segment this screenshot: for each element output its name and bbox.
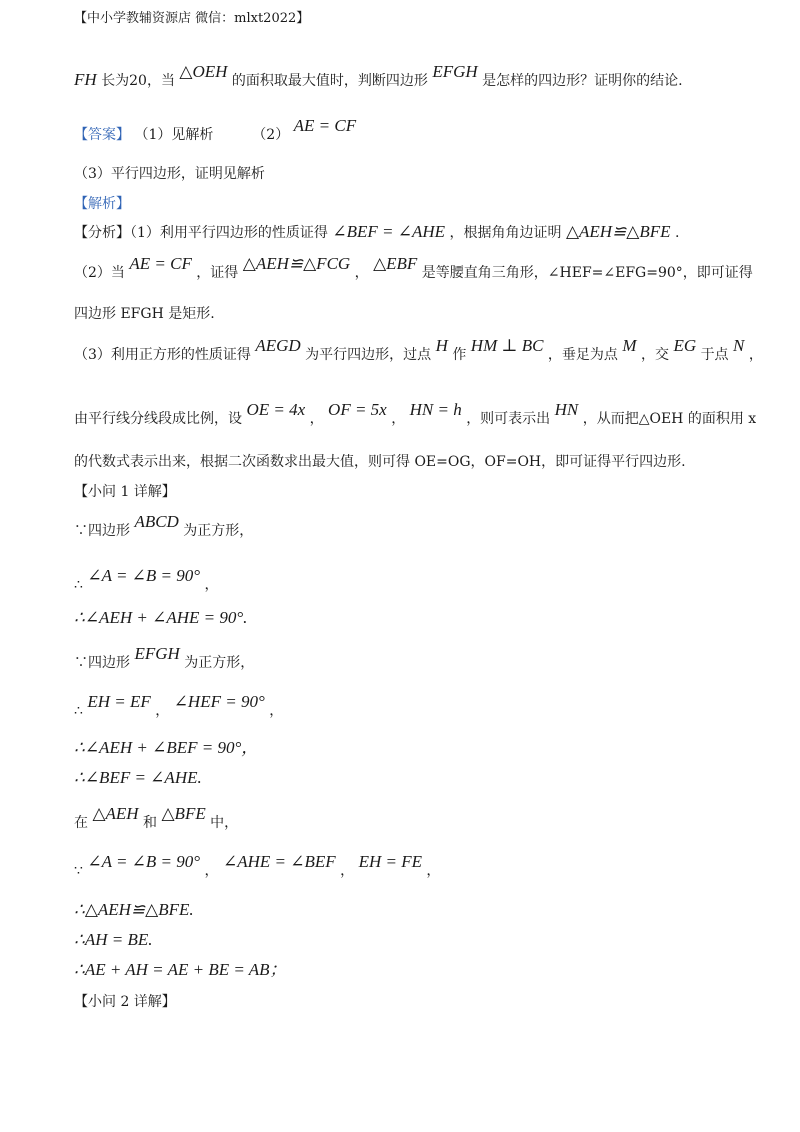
math-eg: EG (673, 336, 697, 355)
text: （3）利用正方形的性质证得 (74, 347, 251, 363)
proof-step (74, 852, 441, 881)
math-oe: OE = 4x (246, 400, 306, 419)
math-m: M (622, 336, 637, 355)
text: ， (269, 703, 284, 719)
math-efgh: EFGH (134, 644, 180, 663)
math-angle-eq: ∠AHE = ∠BEF (222, 852, 336, 871)
math-efgh: EFGH (432, 62, 478, 81)
proof-step: ∴AH = BE. (74, 930, 153, 949)
analysis-line-2 (74, 254, 753, 283)
text: ， (391, 411, 406, 427)
math-angles: ∠A = ∠B = 90° (87, 566, 201, 585)
text: ， (155, 703, 170, 719)
analysis-line-1 (74, 222, 679, 243)
math-triangle-oeh: △OEH (179, 62, 228, 81)
math-triangle-bfe: △BFE (161, 804, 206, 823)
proof-step (74, 512, 254, 541)
analysis-line-5 (74, 400, 757, 429)
text: ， (340, 863, 355, 879)
text: . (674, 225, 680, 241)
text: 由平行线分线段成比例，设 (74, 411, 242, 427)
text: ， (426, 863, 441, 879)
prompt-text: 是怎样的四边形？证明你的结论. (482, 73, 683, 89)
text: ， (309, 411, 324, 427)
math-of: OF = 5x (328, 400, 387, 419)
text: ，交 (640, 347, 669, 363)
question-prompt (74, 62, 683, 91)
proof-step: ∴AE + AH = AE + BE = AB； (74, 960, 287, 979)
text: （2）当 (74, 265, 125, 281)
answer-part3: （3）平行四边形，证明见解析 (74, 166, 265, 182)
math-aegd: AEGD (255, 336, 301, 355)
math-fh: FH (74, 70, 97, 89)
text: ，从而把△OEH 的面积用 x (582, 411, 757, 427)
text: 为平行四边形，过点 (305, 347, 432, 363)
text: ∵四边形 (74, 655, 130, 671)
math-angle-hef: ∠HEF = 90° (173, 692, 265, 711)
text: 在 (74, 815, 88, 831)
analysis-line-6: 的代数式表示出来，根据二次函数求出最大值，则可得 OE=OG，OF=OH，即可证得平行四边形. (74, 454, 686, 470)
therefore-symbol: ∴ (74, 577, 83, 593)
text: 于点 (700, 347, 729, 363)
math-triangle-ebf: △EBF (373, 254, 418, 273)
answer-part1: （1）见解析 (134, 127, 214, 143)
text: ， (204, 577, 219, 593)
text: ， (748, 347, 763, 363)
math-hn: HN (554, 400, 579, 419)
math-triangle-aeh: △AEH (92, 804, 139, 823)
proof-step (74, 566, 219, 595)
proof-step: ∴∠AEH + ∠BEF = 90°， (74, 738, 259, 757)
text: 为正方形， (184, 655, 255, 671)
answer-part2: （2） (252, 127, 290, 143)
proof-step (74, 692, 284, 721)
text: 【分析】（1）利用平行四边形的性质证得 (74, 225, 328, 241)
math-angles: ∠A = ∠B = 90° (87, 852, 201, 871)
therefore-symbol: ∴ (74, 703, 83, 719)
text: ，则可表示出 (466, 411, 551, 427)
prompt-text: 的面积取最大值时，判断四边形 (231, 73, 428, 89)
text: ，垂足为点 (547, 347, 618, 363)
sub2-title: 【小问 2 详解】 (74, 994, 176, 1010)
text: 中， (210, 815, 239, 831)
math-congruence: △AEH≌△BFE (565, 222, 671, 241)
proof-step (74, 644, 255, 673)
math-hn-h: HN = h (409, 400, 462, 419)
because-symbol: ∵ (74, 863, 83, 879)
proof-step: ∴△AEH≌△BFE. (74, 900, 194, 919)
math-angle-eq: ∠BEF = ∠AHE (332, 222, 446, 241)
answer-label: 【答案】 (74, 127, 130, 143)
analysis-line-4 (74, 336, 763, 365)
text: 为正方形， (183, 523, 254, 539)
text: ， (354, 265, 369, 281)
proof-step: ∴∠AEH + ∠AHE = 90°. (74, 608, 248, 627)
proof-step: ∴∠BEF = ∠AHE. (74, 768, 202, 787)
sub1-title: 【小问 1 详解】 (74, 484, 176, 500)
prompt-text: 长为20，当 (101, 73, 175, 89)
math-hm-perp-bc: HM ⊥ BC (470, 336, 544, 355)
analysis-line-3: 四边形 EFGH 是矩形. (74, 306, 215, 322)
math-h: H (435, 336, 448, 355)
math-n: N (733, 336, 745, 355)
text: 作 (452, 347, 467, 363)
math-eh-ef: EH = EF (87, 692, 151, 711)
answer-line (74, 116, 357, 145)
math-ae-cf: AE = CF (129, 254, 192, 273)
math-ae-cf: AE = CF (293, 116, 357, 135)
math-eh-fe: EH = FE (358, 852, 422, 871)
text: ， (204, 863, 219, 879)
text: ，证得 (196, 265, 239, 281)
proof-step (74, 804, 239, 833)
text: 是等腰直角三角形，∠HEF=∠EFG=90°，即可证得 (421, 265, 753, 281)
text: ∵四边形 (74, 523, 130, 539)
text: ，根据角角边证明 (449, 225, 562, 241)
math-congruence: △AEH≌△FCG (242, 254, 351, 273)
analysis-label: 【解析】 (74, 196, 130, 212)
text: 和 (143, 815, 158, 831)
math-abcd: ABCD (134, 512, 179, 531)
page-header: 【中小学教辅资源店 微信：mlxt2022】 (74, 11, 310, 26)
